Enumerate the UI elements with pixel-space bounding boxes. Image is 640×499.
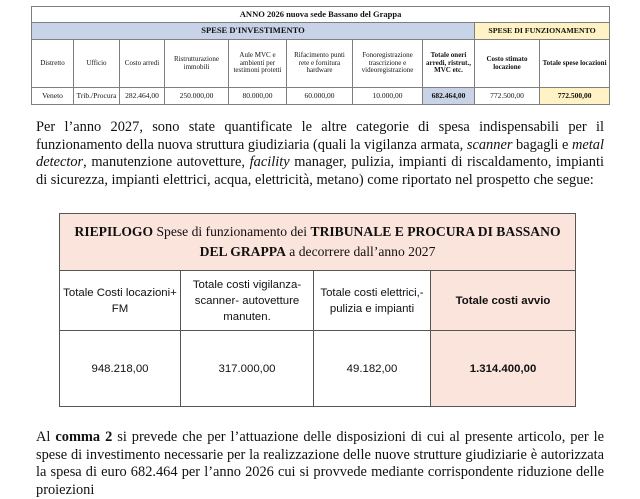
title-run: a decorrere dall’anno 2027: [285, 244, 436, 259]
summary-value-row: [60, 331, 576, 407]
table-cell-total: 1.314.400,00: [431, 331, 576, 407]
title-run: TRIBUNALE E PROCURA DI BASSANO DEL GRAPPA: [199, 224, 561, 259]
column-header: Totale spese locazioni: [540, 40, 610, 88]
column-header: Totale Costi locazioni+ FM: [60, 271, 181, 331]
table-row: [32, 88, 610, 105]
text-run: Al: [36, 429, 56, 445]
summary-table-title: [60, 214, 576, 271]
column-header: Distretto: [32, 40, 74, 88]
summary-table: [59, 213, 576, 407]
title-run: RIEPILOGO: [74, 224, 154, 239]
column-header: Totale costi vigilanza-scanner- autovetture manuten.: [181, 271, 314, 331]
text-run-italic: metal detector: [36, 136, 604, 170]
text-run-bold: comma 2: [55, 429, 113, 445]
table-cell: 282.464,00: [120, 88, 165, 105]
summary-header-row: [60, 271, 576, 331]
table-cell: Trib./Procura: [74, 88, 120, 105]
column-header: Ristrutturazione immobili: [165, 40, 229, 88]
text-run: manager, pulizia, impianti di riscaldamento, impianti di sicurezza, impianti elettrici, acqua, elettricità, metano) come riportato nel prospetto che segue:: [36, 154, 604, 188]
text-run-italic: facility: [249, 154, 290, 170]
table-cell: 49.182,00: [314, 331, 431, 407]
text-run-italic: scanner: [466, 136, 513, 153]
investment-group-header: SPESE D'INVESTIMENTO: [32, 23, 475, 40]
paragraph-2027-costs: [36, 119, 604, 189]
table-cell: 60.000,00: [287, 88, 353, 105]
spending-table-header-row: [32, 40, 610, 88]
column-header: Costo stimato locazione: [475, 40, 540, 88]
spending-table: [31, 6, 610, 105]
text-run: Per l’anno 2027, sono state quantificate le altre categorie di spesa indispensabili per il funzionamento della nuova struttura giudiziaria (quali la vigilanza armata,: [36, 119, 604, 153]
spending-table-title: ANNO 2026 nuova sede Bassano del Grappa: [32, 7, 610, 23]
column-header: Totale oneri arredi, ristrut., MVC etc.: [423, 40, 475, 88]
column-header: Costo arredi: [120, 40, 165, 88]
column-header: Totale costi elettrici,-pulizia e impianti: [314, 271, 431, 331]
column-header: Ufficio: [74, 40, 120, 88]
paragraph-comma-2: [36, 429, 604, 499]
text-run: si prevede che per l’attuazione delle disposizioni di cui al presente articolo, per le spese di investimento necessarie per la realizzazione delle nuove strutture giudiziarie è autorizzata la spesa di euro 682.464 per l’anno 2026 cui si provvede mediante corrispondente riduzione delle proiezioni: [36, 429, 604, 498]
table-cell: 317.000,00: [181, 331, 314, 407]
column-header-total: Totale costi avvio: [431, 271, 576, 331]
column-header: Rifacimento punti rete e fornitura hardware: [287, 40, 353, 88]
table-cell: Veneto: [32, 88, 74, 105]
table-cell: 10.000,00: [353, 88, 423, 105]
table-cell: 948.218,00: [60, 331, 181, 407]
table-cell-total-rent: 772.500,00: [540, 88, 610, 105]
table-cell: 250.000,00: [165, 88, 229, 105]
title-run: Spese di funzionamento dei: [153, 224, 311, 239]
text-run: bagagli e: [512, 136, 573, 153]
column-header: Aule MVC e ambienti per testimoni protetti: [229, 40, 287, 88]
table-cell: 80.000,00: [229, 88, 287, 105]
operating-group-header: SPESE DI FUNZIONAMENTO: [475, 23, 610, 40]
text-run: , manutenzione autovetture,: [83, 154, 250, 170]
column-header: Fonoregistrazione trascrizione e videoregistrazione: [353, 40, 423, 88]
table-cell: 772.500,00: [475, 88, 540, 105]
table-cell-total-investment: 682.464,00: [423, 88, 475, 105]
